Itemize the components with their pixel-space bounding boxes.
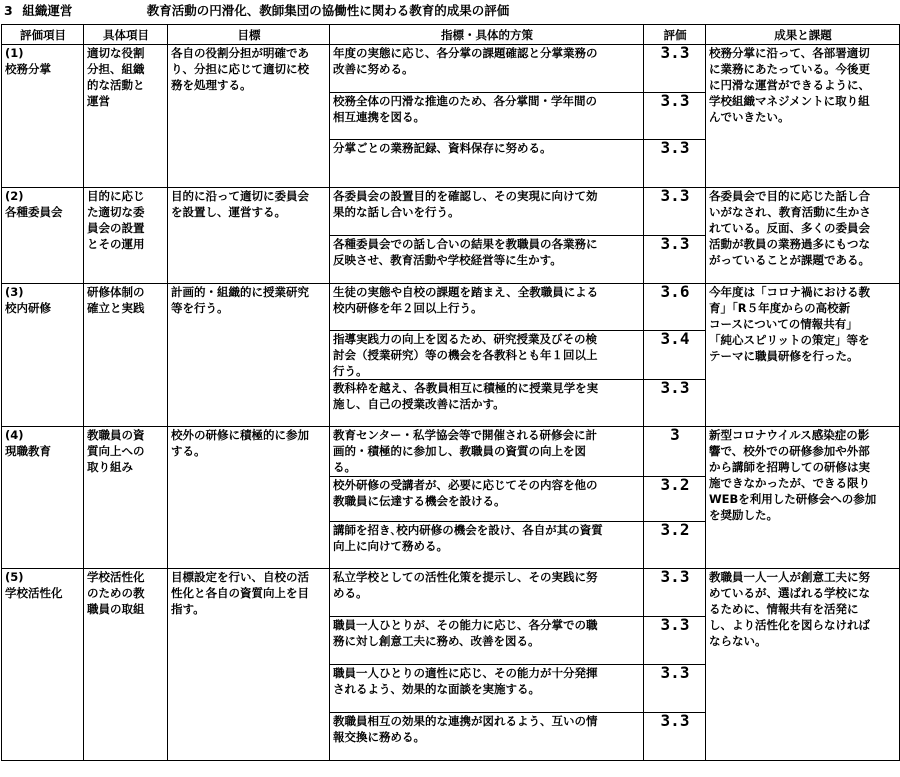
measure: 校務全体の円滑な推進のため、各分掌間・学年間の 相互連携を図る。 [330, 93, 644, 140]
header-specific-item: 具体項目 [84, 25, 168, 45]
evaluation-item: (1) 校務分掌 [2, 45, 84, 188]
measure: 講師を招き､校内研修の機会を設け、各自が其の資質 向上に向けて務める。 [330, 522, 644, 569]
score-value: 3.2 [644, 477, 706, 522]
specific-item: 学校活性化 のための教 職員の取組 [84, 569, 168, 761]
table-row [2, 427, 900, 477]
outcome: 校務分掌に沿って、各部署適切 に業務にあたっている。今後更 に円滑な運営ができるように、 学校組織マネジメントに取り組 んでいきたい。 [706, 45, 900, 188]
section-number: 3 [4, 3, 13, 18]
measure: 教科枠を越え、各教員相互に積極的に授業見学を実 施し、自己の授業改善に活かす。 [330, 380, 644, 427]
measure: 教職員相互の効果的な連携が図れるよう、互いの情 報交換に務める。 [330, 713, 644, 761]
outcome: 新型コロナウイルス感染症の影 響で、校外での研修参加や外部 から講師を招聘しての研修は実 施できなかったが、できる限り WEBを利用した研修会への参加 を奨励した。 [706, 427, 900, 569]
measure: 年度の実態に応じ、各分掌の課題確認と分掌業務の 改善に努める。 [330, 45, 644, 93]
score-value: 3.6 [644, 284, 706, 331]
score-value: 3.4 [644, 331, 706, 380]
specific-item: 研修体制の 確立と実践 [84, 284, 168, 427]
specific-item: 目的に応じ た適切な委 員会の設置 とその運用 [84, 188, 168, 284]
specific-item: 教職員の資 質向上への 取り組み [84, 427, 168, 569]
measure: 職員一人ひとりが、その能力に応じ、各分掌での職 務に対し創意工夫に務め、改善を図る。 [330, 617, 644, 665]
header-outcomes: 成果と課題 [706, 25, 900, 45]
table-row [2, 569, 900, 617]
score-value: 3.3 [644, 665, 706, 713]
score-value: 3 [644, 427, 706, 477]
goal: 各自の役割分担が明確であ り、分担に応じて適切に校 務を処理する。 [168, 45, 330, 188]
evaluation-item: (3) 校内研修 [2, 284, 84, 427]
table-row [2, 188, 900, 236]
table-row [2, 45, 900, 93]
header-score: 評価 [644, 25, 706, 45]
section-title: 教育活動の円滑化、教師集団の協働性に関わる教育的成果の評価 [146, 3, 510, 18]
measure: 校外研修の受講者が、必要に応じてその内容を他の 教職員に伝達する機会を設ける。 [330, 477, 644, 522]
measure: 分掌ごとの業務記録、資料保存に努める。 [330, 140, 644, 188]
section-heading [4, 1, 509, 23]
header-row [2, 25, 900, 45]
measure: 私立学校としての活性化策を提示し、その実践に努 める。 [330, 569, 644, 617]
score-value: 3.3 [644, 617, 706, 665]
outcome: 今年度は「コロナ禍における教 育」「R５年度からの高校新 コースについての情報共有」 「純心スピリットの策定」等を テーマに職員研修を行った。 [706, 284, 900, 427]
measure: 各種委員会での話し合いの結果を教職員の各業務に 反映させ、教育活動や学校経営等に生かす。 [330, 236, 644, 284]
score-value: 3.2 [644, 522, 706, 569]
measure: 教育センター・私学協会等で開催される研修会に計 画的・積極的に参加し、教職員の資質の向上を図 る。 [330, 427, 644, 477]
evaluation-item: (5) 学校活性化 [2, 569, 84, 761]
outcome: 教職員一人一人が創意工夫に努 めているが、選ばれる学校にな るために、情報共有を活発に し、より活性化を図らなければ ならない。 [706, 569, 900, 761]
score-value: 3.3 [644, 140, 706, 188]
evaluation-item: (4) 現職教育 [2, 427, 84, 569]
goal: 校外の研修に積極的に参加 する。 [168, 427, 330, 569]
score-value: 3.3 [644, 380, 706, 427]
specific-item: 適切な役割 分担、組織 的な活動と 運営 [84, 45, 168, 188]
evaluation-table [1, 24, 900, 761]
measure: 各委員会の設置目的を確認し、その実現に向けて効 果的な話し合いを行う。 [330, 188, 644, 236]
goal: 計画的・組織的に授業研究 等を行う。 [168, 284, 330, 427]
goal: 目的に沿って適切に委員会 を設置し、運営する。 [168, 188, 330, 284]
outcome: 各委員会で目的に応じた話し合 いがなされ、教育活動に生かさ れている。反面、多くの委員会 活動が教員の業務過多にもつな がっていることが課題である。 [706, 188, 900, 284]
goal: 目標設定を行い、自校の活 性化と各自の資質向上を目 指す。 [168, 569, 330, 761]
evaluation-item: (2) 各種委員会 [2, 188, 84, 284]
score-value: 3.3 [644, 93, 706, 140]
measure: 職員一人ひとりの適性に応じ、その能力が十分発揮 されるよう、効果的な面談を実施する。 [330, 665, 644, 713]
measure: 指導実践力の向上を図るため、研究授業及びその検 討会（授業研究）等の機会を各教科とも年１回以上 行う。 [330, 331, 644, 380]
table-row [2, 284, 900, 331]
score-value: 3.3 [644, 713, 706, 761]
score-value: 3.3 [644, 45, 706, 93]
score-value: 3.3 [644, 236, 706, 284]
header-goal: 目標 [168, 25, 330, 45]
score-value: 3.3 [644, 188, 706, 236]
measure: 生徒の実態や自校の課題を踏まえ、全教職員による 校内研修を年２回以上行う。 [330, 284, 644, 331]
header-measures: 指標・具体的方策 [330, 25, 644, 45]
section-name: 組織運営 [22, 3, 73, 18]
score-value: 3.3 [644, 569, 706, 617]
header-evaluation-item: 評価項目 [2, 25, 84, 45]
